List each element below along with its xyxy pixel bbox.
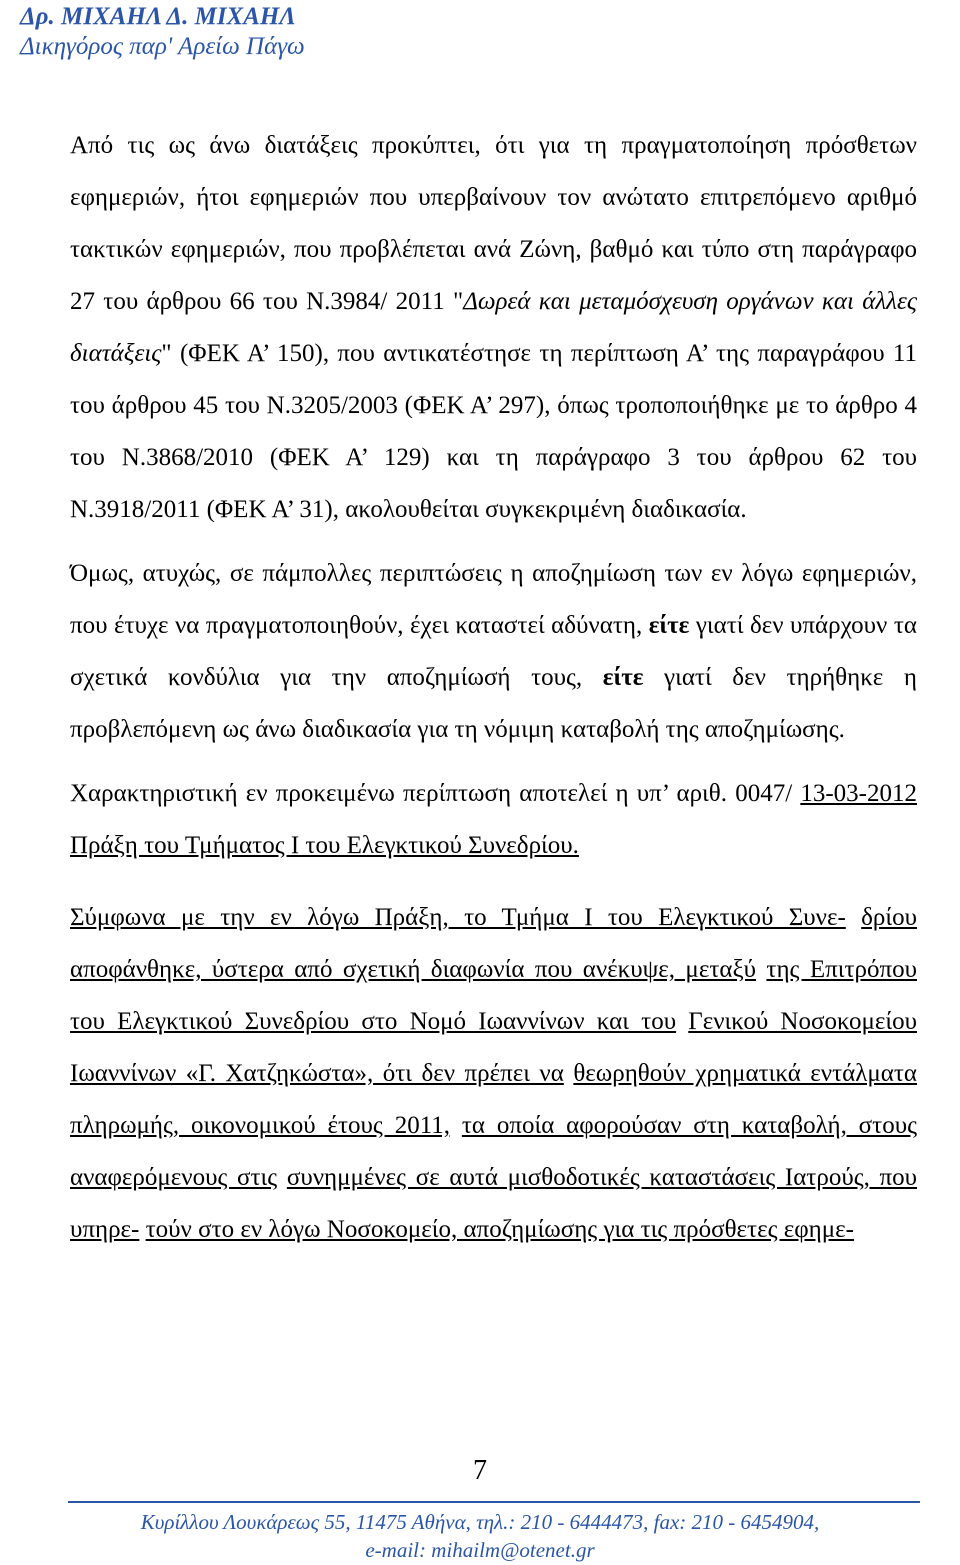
document-body <box>70 120 917 1256</box>
footer-email: e-mail: mihailm@otenet.gr <box>365 1538 595 1562</box>
paragraph-4 <box>70 892 917 1256</box>
law-title-italic: Δωρεά και μεταμόσχευση οργάνων και άλλες διατάξεις <box>70 288 917 367</box>
paragraph-3 <box>70 768 917 872</box>
paragraph-1-text-b: " (ΦΕΚ Α’ 150), που αντικατέστησε τη περίπτωση Α’ της παραγράφου 11 του άρθρου 45 του Ν.3205/2003 (ΦΕΚ Α’ 297), όπως τροποποιήθηκε με το άρθρο 4 του Ν.3868/2010 (ΦΕΚ Α’ 129) και τη παράγραφο 3 του άρθρου 62 του Ν.3918/2011 (ΦΕΚ Α’ 31), ακολουθείται συγκεκριμένη διαδικασία. <box>70 340 917 523</box>
paragraph-4-line-8: τούν στο εν λόγω Νοσοκομείο, αποζημίωσης για τις πρόσθετες εφημε- <box>145 1216 854 1243</box>
paragraph-1 <box>70 120 917 536</box>
paragraph-2-text-b: γιατί δεν υπάρχουν τα σχετικά κονδύλια για την αποζημίωσή τους, <box>70 612 917 691</box>
paragraph-4-line-6: τα οποία αφορούσαν στη καταβολή, στους αναφερόμενους στις <box>70 1112 917 1191</box>
bold-either-2: είτε <box>602 664 644 691</box>
footer-divider <box>68 1501 920 1503</box>
lawyer-title: Δικηγόρος παρ' Αρείω Πάγω <box>20 33 305 60</box>
paragraph-2-text-a: Όμως, ατυχώς, σε πάμπολλες περιπτώσεις η αποζημίωση των εν λόγω εφημεριών, που έτυχε να πραγματοποιηθούν, έχει καταστεί αδύνατη, <box>70 560 917 639</box>
paragraph-4-line-2: δρίου αποφάνθηκε, ύστερα από σχετική διαφωνία που ανέκυψε, μεταξύ <box>70 904 918 983</box>
letterhead <box>20 2 305 62</box>
footer-address: Κυρίλλου Λουκάρεως 55, 11475 Αθήνα, τηλ.: 210 - 6444473, fax: 210 - 6454904, <box>140 1510 820 1534</box>
paragraph-4-line-1: Σύμφωνα με την εν λόγω Πράξη, το Τμήμα Ι του Ελεγκτικού Συνε- <box>70 904 846 931</box>
footer <box>0 1508 960 1564</box>
lawyer-name: Δρ. ΜΙΧΑΗΛ Δ. ΜΙΧΑΗΛ <box>20 3 297 30</box>
paragraph-4-line-3: της Επιτρόπου του Ελεγκτικού Συνεδρίου στο Νομό Ιωαννίνων και του <box>70 956 917 1035</box>
paragraph-2-text-c: γιατί δεν τηρήθηκε η προβλεπόμενη ως άνω διαδικασία για τη νόμιμη καταβολή της αποζημίωσης. <box>70 664 917 743</box>
page-number: 7 <box>473 1455 487 1486</box>
paragraph-3-text-a: Χαρακτηριστική εν προκειμένω περίπτωση αποτελεί η υπ’ αριθ. 0047/ <box>70 780 793 807</box>
paragraph-2 <box>70 548 917 756</box>
bold-either-1: είτε <box>648 612 690 639</box>
paragraph-4-line-5: θεωρηθούν χρηματικά εντάλματα πληρωμής, οικονομικού έτους 2011, <box>70 1060 917 1139</box>
paragraph-1-text-a: Από τις ως άνω διατάξεις προκύπτει, ότι για τη πραγματοποίηση πρόσθετων εφημεριών, ήτοι εφημεριών που υπερβαίνουν τον ανώτατο επιτρεπόμενο αριθμό τακτικών εφημεριών, που προβλέπεται ανά Ζώνη, βαθμό και τύπο στη παράγραφο 27 του άρθρου 66 του Ν.3984/ 2011 " <box>70 132 917 315</box>
paragraph-4-line-7: συνημμένες σε αυτά μισθοδοτικές καταστάσεις Ιατρούς, που υπηρε- <box>70 1164 918 1243</box>
paragraph-4-line-4: Γενικού Νοσοκομείου Ιωαννίνων «Γ. Χατζηκώστα», ότι δεν πρέπει να <box>70 1008 917 1087</box>
paragraph-3-underlined: 13-03-2012 Πράξη του Τμήματος Ι του Ελεγκτικού Συνεδρίου. <box>70 780 917 859</box>
